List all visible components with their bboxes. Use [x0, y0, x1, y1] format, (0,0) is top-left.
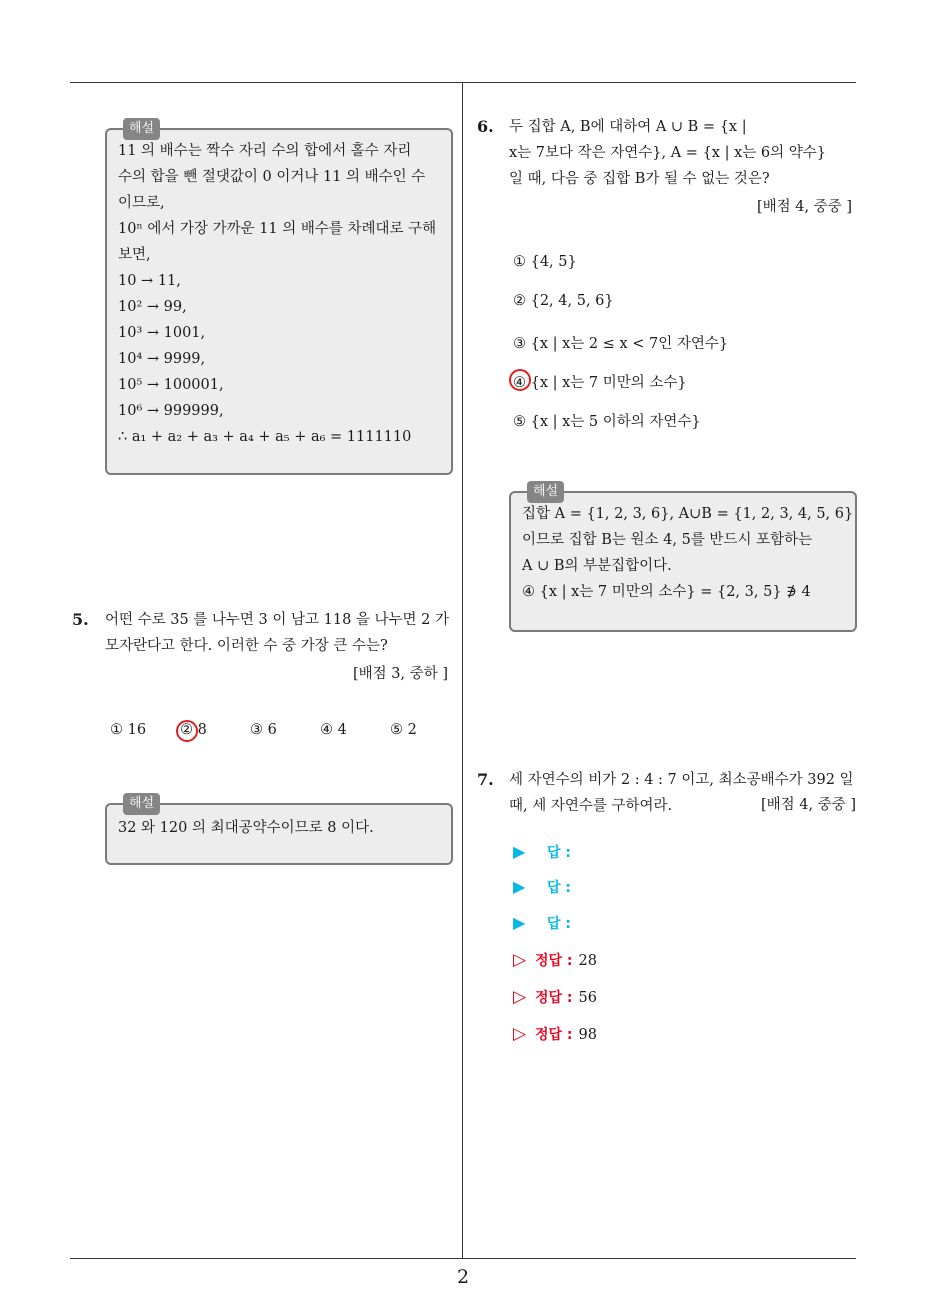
- answer-label: 답 :: [547, 845, 571, 861]
- correct-answer-label: 정답 :: [535, 1027, 573, 1043]
- choice-5[interactable]: ⑤ 2: [390, 722, 417, 738]
- solution-line: 10³ → 1001,: [118, 325, 206, 341]
- correct-answer-row: [513, 950, 597, 970]
- answer-label: 답 :: [547, 916, 571, 932]
- question-line: 일 때, 다음 중 집합 B가 될 수 없는 것은?: [509, 171, 770, 187]
- correct-answer-value: 98: [578, 1027, 597, 1043]
- solution-label: 해설: [527, 481, 564, 503]
- choice-4[interactable]: ④ {x | x는 7 미만의 소수}: [513, 375, 687, 391]
- solution-line: A ∪ B의 부분집합이다.: [522, 558, 672, 574]
- answer-row[interactable]: [513, 913, 571, 933]
- question-line: 세 자연수의 비가 2 : 4 : 7 이고, 최소공배수가 392 일: [509, 772, 854, 788]
- solution-line: 10ⁿ 에서 가장 가까운 11 의 배수를 차례대로 구해: [118, 221, 437, 237]
- answer-row[interactable]: [513, 877, 571, 897]
- solution-line: 32 와 120 의 최대공약수이므로 8 이다.: [118, 820, 374, 836]
- question-line: 때, 세 자연수를 구하여라.: [509, 798, 673, 814]
- solution-line: 10⁵ → 100001,: [118, 377, 224, 393]
- correct-answer-value: 28: [578, 953, 597, 969]
- choice-3[interactable]: ③ 6: [250, 722, 277, 738]
- outline-triangle-icon: ▷: [513, 1024, 527, 1044]
- score-label: [배점 4, 중중 ]: [756, 199, 852, 215]
- choice-5[interactable]: ⑤ {x | x는 5 이하의 자연수}: [513, 414, 701, 430]
- play-icon: ▶: [513, 842, 526, 861]
- question-line: 두 집합 A, B에 대하여 A ∪ B = {x |: [509, 119, 747, 135]
- correct-answer-label: 정답 :: [535, 953, 573, 969]
- solution-line: 집합 A = {1, 2, 3, 6}, A∪B = {1, 2, 3, 4, 5, 6}: [522, 506, 854, 522]
- correct-answer-row: [513, 987, 597, 1007]
- choice-2[interactable]: ② 8: [180, 722, 207, 738]
- answer-label: 답 :: [547, 880, 571, 896]
- solution-line: ④ {x | x는 7 미만의 소수} = {2, 3, 5} ∌ 4: [522, 584, 811, 600]
- score-label: [배점 4, 중중 ]: [760, 797, 856, 813]
- question-line: 모자란다고 한다. 이러한 수 중 가장 큰 수는?: [105, 638, 388, 654]
- solution-line: 이므로 집합 B는 원소 4, 5를 반드시 포함하는: [522, 532, 813, 548]
- page-number: 2: [456, 1266, 470, 1288]
- solution-line: 이므로,: [118, 195, 165, 211]
- solution-line: ∴ a₁ + a₂ + a₃ + a₄ + a₅ + a₆ = 1111110: [118, 429, 412, 445]
- question-text: [509, 114, 826, 192]
- correct-answer-row: [513, 1024, 597, 1044]
- answer-mark-circle: [509, 369, 531, 391]
- bottom-rule: [70, 1258, 856, 1259]
- solution-line: 10⁶ → 999999,: [118, 403, 224, 419]
- solution-box-q4: [105, 121, 453, 475]
- solution-line: 10 → 11,: [118, 273, 181, 289]
- solution-line: 10² → 99,: [118, 299, 187, 315]
- question-number: 5.: [72, 610, 89, 629]
- play-icon: ▶: [513, 877, 526, 896]
- solution-line: 보면,: [118, 247, 151, 263]
- top-rule: [70, 82, 856, 83]
- play-icon: ▶: [513, 913, 526, 932]
- outline-triangle-icon: ▷: [513, 950, 527, 970]
- correct-answer-value: 56: [578, 990, 597, 1006]
- answer-row[interactable]: [513, 842, 571, 862]
- solution-label: 해설: [123, 118, 160, 140]
- choice-1[interactable]: ① {4, 5}: [513, 254, 577, 270]
- column-divider: [462, 83, 463, 1259]
- outline-triangle-icon: ▷: [513, 987, 527, 1007]
- solution-box-q6: [509, 484, 857, 632]
- score-label: [배점 3, 중하 ]: [352, 666, 448, 682]
- question-number: 7.: [477, 770, 494, 789]
- solution-label: 해설: [123, 793, 160, 815]
- choice-4[interactable]: ④ 4: [320, 722, 347, 738]
- correct-answer-label: 정답 :: [535, 990, 573, 1006]
- solution-line: 10⁴ → 9999,: [118, 351, 206, 367]
- solution-line: 수의 합을 뺀 절댓값이 0 이거나 11 의 배수인 수: [118, 169, 426, 185]
- question-number: 6.: [477, 117, 494, 136]
- choice-3[interactable]: ③ {x | x는 2 ≤ x < 7인 자연수}: [513, 336, 729, 352]
- choice-2[interactable]: ② {2, 4, 5, 6}: [513, 293, 614, 309]
- question-text: [105, 607, 449, 659]
- choice-1[interactable]: ① 16: [110, 722, 147, 738]
- question-line: 어떤 수로 35 를 나누면 3 이 남고 118 을 나누면 2 가: [105, 612, 449, 628]
- solution-line: 11 의 배수는 짝수 자리 수의 합에서 홀수 자리: [118, 143, 412, 159]
- answer-mark-circle: [176, 720, 198, 742]
- solution-box-q5: [105, 796, 453, 865]
- question-line: x는 7보다 작은 자연수}, A = {x | x는 6의 약수}: [509, 145, 826, 161]
